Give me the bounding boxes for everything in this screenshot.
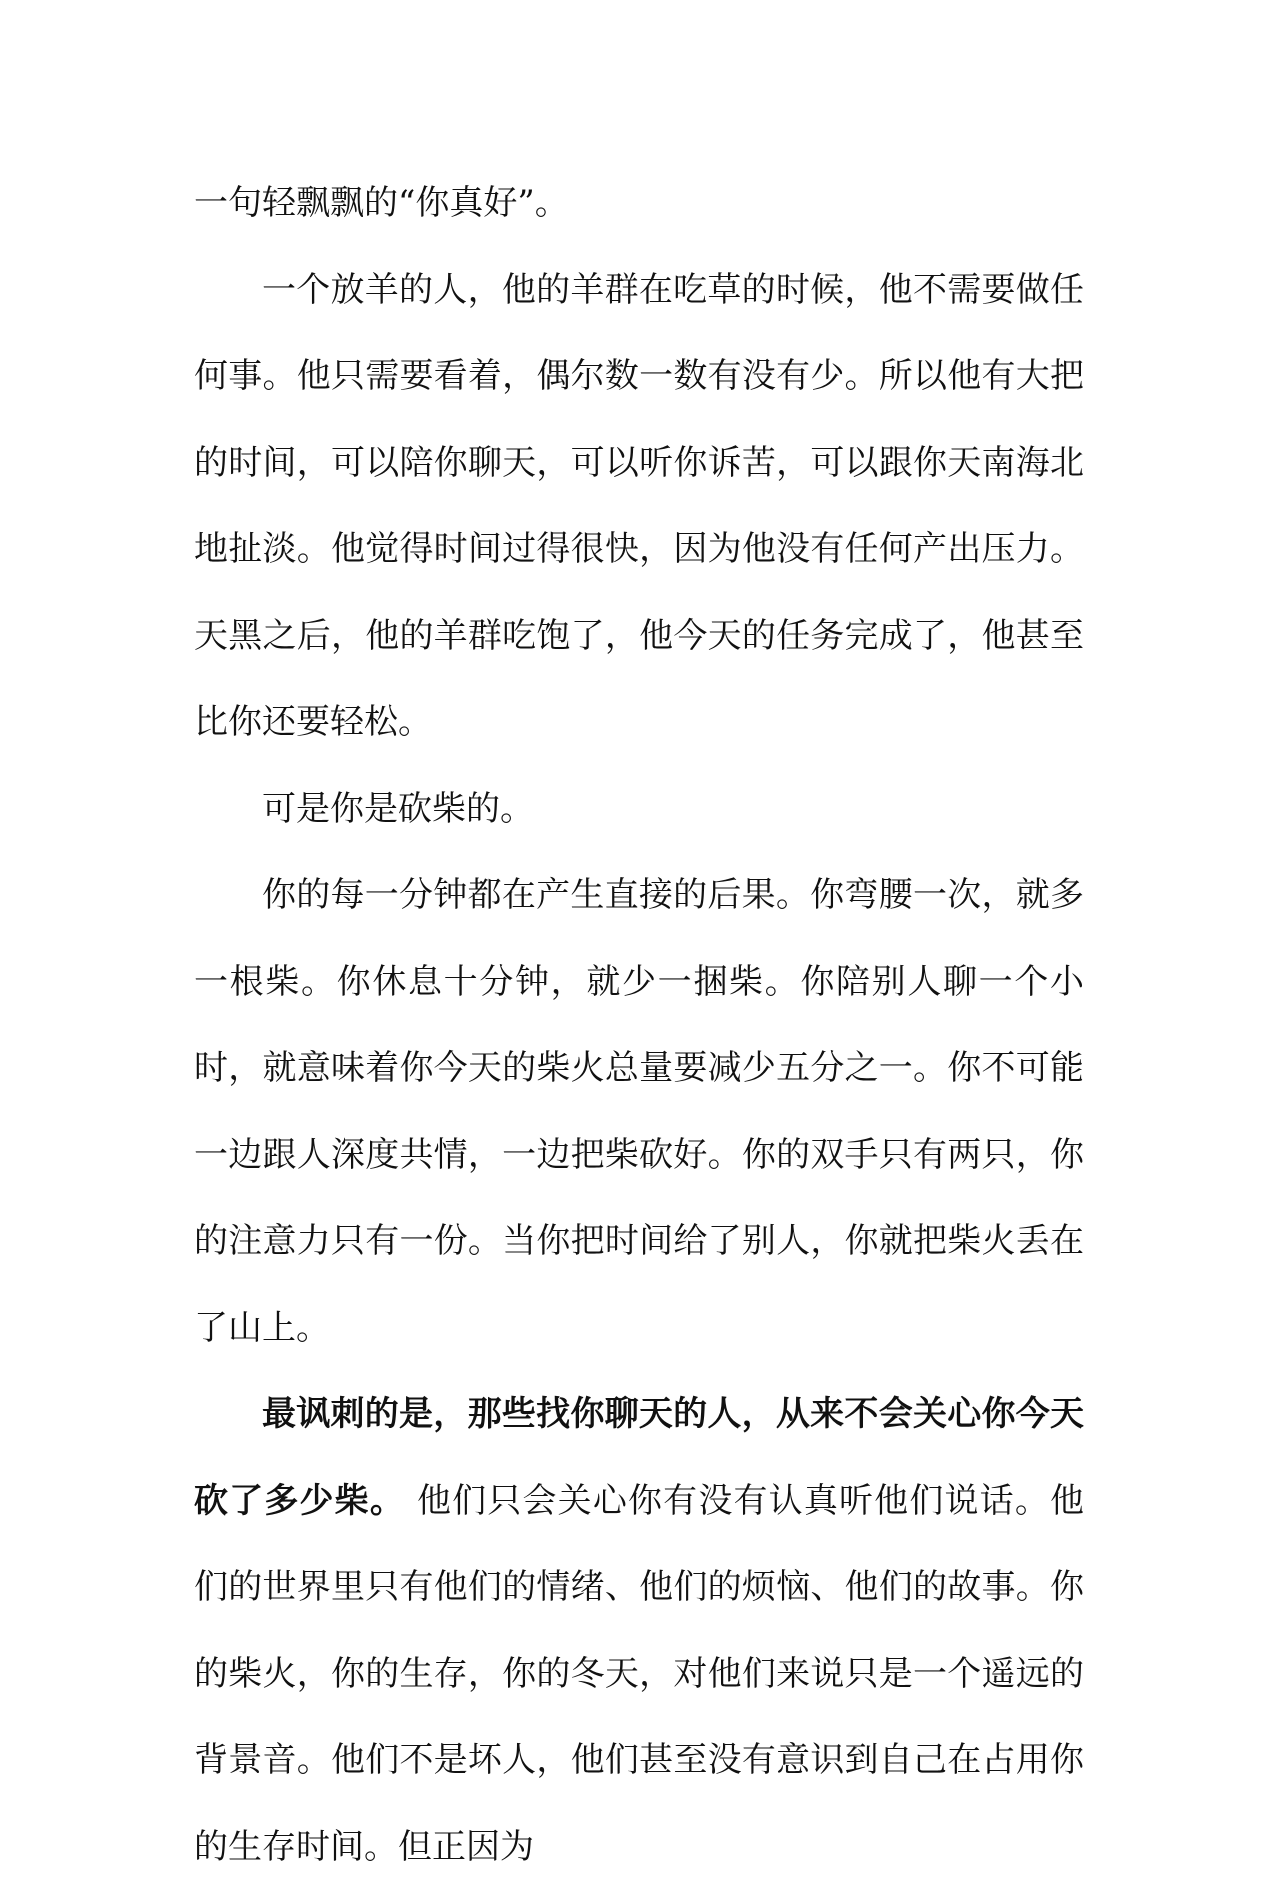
paragraph-1-text: 一句轻飘飘的“你真好”。 [194,183,569,223]
document-body [194,160,1084,1890]
paragraph-2-text: 一个放羊的人，他的羊群在吃草的时候，他不需要做任何事。他只需要看着，偶尔数一数有没有少。所以他有大把的时间，可以陪你聊天，可以听你诉苦，可以跟你天南海北地扯淡。他觉得时间过得很快，因为他没有任何产出压力。天黑之后，他的羊群吃饱了，他今天的任务完成了，他甚至比你还要轻松。 [194,269,1084,742]
paragraph-3 [194,766,1084,853]
paragraph-3-text: 可是你是砍柴的。 [262,788,534,829]
paragraph-1 [194,160,1084,247]
paragraph-2 [194,247,1084,766]
paragraph-4 [194,852,1084,1371]
paragraph-5-bold-lead: 最讽刺的是，那些找你聊天的人，从来不会关心你今天砍了多少柴。 [194,1394,1084,1521]
paragraph-5 [194,1371,1084,1890]
paragraph-5-text: 他们只会关心你有没有认真听他们说话。他们的世界里只有他们的情绪、他们的烦恼、他们的故事。你的柴火，你的生存，你的冬天，对他们来说只是一个遥远的背景音。他们不是坏人，他们甚至没有意识到自己在占用你的生存时间。但正因为 [194,1480,1085,1867]
paragraph-4-text: 你的每一分钟都在产生直接的后果。你弯腰一次，就多一根柴。你休息十分钟，就少一捆柴。你陪别人聊一个小时，就意味着你今天的柴火总量要减少五分之一。你不可能一边跟人深度共情，一边把柴砍好。你的双手只有两只，你的注意力只有一份。当你把时间给了别人，你就把柴火丢在了山上。 [194,875,1084,1348]
